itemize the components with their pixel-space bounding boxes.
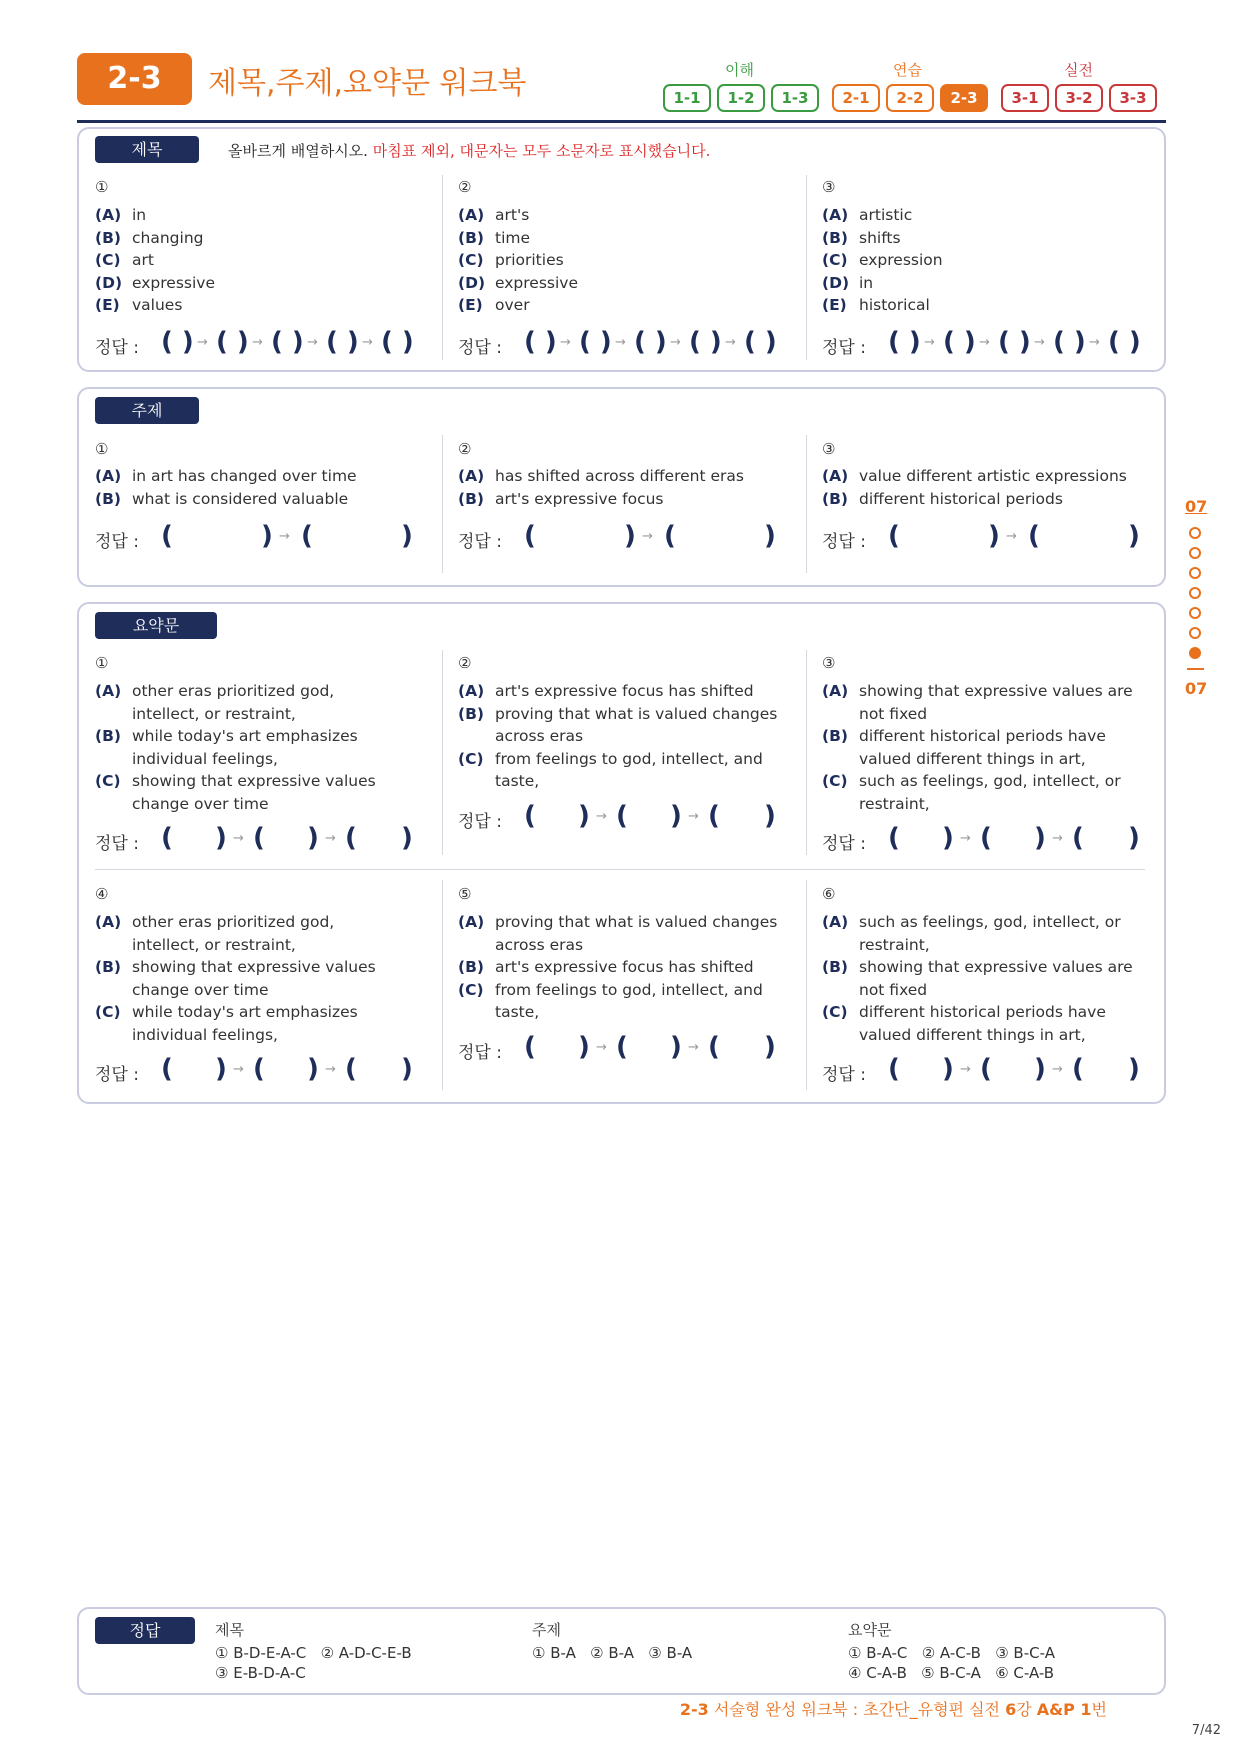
option-row: (C) priorities [458, 251, 564, 270]
item-number: ② [458, 178, 472, 196]
row-divider [95, 869, 1145, 870]
answer-key-label: 정답 [95, 1617, 195, 1644]
group-label-real: 실전 [1064, 61, 1093, 79]
index-circle-current [1189, 647, 1201, 659]
option-row: (A) artistic [822, 206, 913, 224]
index-circle [1189, 587, 1201, 599]
item-number: ③ [822, 654, 836, 672]
option-row: (B) while today's art emphasizes individual feelings, [95, 727, 358, 768]
title-section-label: 제목 [95, 136, 199, 163]
side-index-top: 07 [1185, 497, 1208, 516]
option-row: (B) showing that expressive values change over time [95, 958, 376, 999]
nav-1-1[interactable]: 1-1 [663, 84, 711, 112]
answer-blank-3[interactable]: 정답 : ( ) → ( ) → ( ) [95, 823, 413, 854]
nav-1-3[interactable]: 1-3 [771, 84, 819, 112]
column-divider [806, 435, 807, 573]
option-row: (A) proving that what is valued changes across eras [458, 913, 778, 954]
page-number: 7/42 [1191, 1723, 1221, 1738]
option-list [95, 465, 435, 510]
footer-caption: 2-3 서술형 완성 워크북 : 초간단_유형편 실전 6강 A&P 1번 [679, 1700, 1107, 1719]
option-row: (C) from feelings to god, intellect, and taste, [458, 749, 763, 791]
item-number: ③ [822, 178, 836, 196]
answer-key-topic-line: ① B-A ② B-A ③ B-A [532, 1644, 693, 1662]
option-row: (C) showing that expressive values change over time [95, 772, 376, 813]
option-row: (B) proving that what is valued changes across eras [458, 704, 778, 746]
option-row: (A) in art has changed over time [95, 467, 357, 485]
nav-2-1[interactable]: 2-1 [832, 84, 880, 112]
answer-key-topic-head: 주제 [532, 1621, 561, 1639]
answer-key-title-line: ① B-D-E-A-C ② A-D-C-E-B [215, 1644, 412, 1662]
instruction-note: 마침표 제외, 대문자는 모두 소문자로 표시했습니다. [372, 142, 711, 160]
answer-key-title-line: ③ E-B-D-A-C [215, 1664, 306, 1682]
item-number: ① [95, 654, 109, 672]
answer-key-summary-line: ① B-A-C ② A-C-B ③ B-C-A [848, 1644, 1055, 1662]
option-row: (B) different historical periods [822, 489, 1063, 508]
column-divider [806, 880, 807, 1090]
option-row: (E) values [95, 296, 183, 315]
answer-blank-3[interactable]: 정답 : ( ) → ( ) → ( ) [822, 1054, 1140, 1085]
column-divider [806, 650, 807, 855]
index-circle [1189, 547, 1201, 559]
option-list [95, 911, 405, 1047]
option-row: (B) what is considered valuable [95, 489, 349, 508]
option-row: (B) showing that expressive values are not fixed [822, 958, 1133, 999]
index-circle [1189, 527, 1201, 539]
group-label-practice: 연습 [893, 61, 922, 79]
option-list [822, 465, 1162, 510]
index-circle [1189, 627, 1201, 639]
item-number: ③ [822, 440, 836, 458]
instruction-main: 올바르게 배열하시오. [228, 142, 368, 160]
answer-blank-3[interactable]: 정답 : ( ) → ( ) → ( ) [458, 1032, 776, 1063]
index-circle [1189, 567, 1201, 579]
option-row: (C) while today's art emphasizes individual feelings, [95, 1003, 358, 1044]
header-divider [77, 120, 1166, 123]
topic-section-label: 주제 [95, 397, 199, 424]
side-index-rule [1187, 668, 1204, 670]
option-row: (C) such as feelings, god, intellect, or restraint, [822, 772, 1121, 813]
group-label-understand: 이해 [725, 61, 754, 79]
answer-key-summary-head: 요약문 [848, 1621, 892, 1639]
item-number: ② [458, 440, 472, 458]
answer-blank-2[interactable]: 정답 : ( ) → ( ) [95, 521, 413, 552]
nav-2-2[interactable]: 2-2 [886, 84, 934, 112]
option-row: (A) such as feelings, god, intellect, or restraint, [822, 913, 1121, 954]
column-divider [442, 880, 443, 1090]
item-number: ① [95, 440, 109, 458]
option-row: (A) in [95, 206, 147, 224]
option-row: (A) other eras prioritized god, intellect, or restraint, [95, 913, 335, 954]
option-row: (B) art's expressive focus [458, 489, 664, 508]
option-row: (A) value different artistic expressions [822, 467, 1127, 485]
option-row: (A) showing that expressive values are not fixed [822, 682, 1133, 723]
column-divider [442, 175, 443, 360]
nav-3-1[interactable]: 3-1 [1001, 84, 1049, 112]
option-row: (A) has shifted across different eras [458, 467, 744, 485]
option-list [822, 204, 1152, 317]
option-list [95, 204, 425, 317]
column-divider [442, 435, 443, 573]
item-number: ⑤ [458, 885, 472, 903]
section-badge: 2-3 [77, 53, 192, 105]
nav-3-2[interactable]: 3-2 [1055, 84, 1103, 112]
option-row: (D) expressive [458, 273, 579, 292]
answer-blank-2[interactable]: 정답 : ( ) → ( ) [822, 521, 1140, 552]
answer-blank-5[interactable]: 정답 : ( ) → ( ) → ( ) → ( ) → ( ) [95, 327, 414, 358]
answer-blank-3[interactable]: 정답 : ( ) → ( ) → ( ) [458, 801, 776, 832]
option-row: (B) art's expressive focus has shifted [458, 958, 754, 977]
option-list [822, 680, 1142, 816]
column-divider [442, 650, 443, 855]
option-row: (E) over [458, 296, 530, 315]
nav-1-2[interactable]: 1-2 [717, 84, 765, 112]
item-number: ⑥ [822, 885, 836, 903]
answer-blank-2[interactable]: 정답 : ( ) → ( ) [458, 521, 776, 552]
item-number: ④ [95, 885, 109, 903]
option-list [822, 911, 1142, 1047]
option-list [458, 465, 798, 510]
answer-key-title-head: 제목 [215, 1621, 244, 1639]
summary-section-label: 요약문 [95, 612, 217, 639]
side-index-bottom: 07 [1185, 679, 1208, 698]
page-title: 제목,주제,요약문 워크북 [208, 66, 527, 101]
item-number: ① [95, 178, 109, 196]
instruction [228, 140, 710, 161]
option-row: (C) expression [822, 251, 943, 270]
answer-key-summary-line: ④ C-A-B ⑤ B-C-A ⑥ C-A-B [848, 1664, 1055, 1682]
option-row: (D) expressive [95, 273, 216, 292]
option-row: (B) time [458, 228, 531, 247]
answer-blank-5[interactable]: 정답 : ( ) → ( ) → ( ) → ( ) → ( ) [458, 327, 777, 358]
option-row: (E) historical [822, 296, 930, 315]
item-number: ② [458, 654, 472, 672]
option-row: (C) different historical periods have valued different things in art, [822, 1003, 1106, 1044]
answer-blank-5[interactable]: 정답 : ( ) → ( ) → ( ) → ( ) → ( ) [822, 327, 1141, 358]
nav-2-3[interactable]: 2-3 [940, 84, 988, 112]
answer-blank-3[interactable]: 정답 : ( ) → ( ) → ( ) [822, 823, 1140, 854]
option-list [95, 680, 405, 816]
option-row: (C) art [95, 251, 154, 270]
option-list [458, 680, 778, 793]
option-row: (A) other eras prioritized god, intellect, or restraint, [95, 682, 335, 723]
index-circle [1189, 607, 1201, 619]
option-row: (B) different historical periods have valued different things in art, [822, 727, 1106, 768]
option-row: (C) from feelings to god, intellect, and taste, [458, 980, 763, 1022]
nav-3-3[interactable]: 3-3 [1109, 84, 1157, 112]
option-row: (A) art's [458, 206, 530, 224]
option-row: (A) art's expressive focus has shifted [458, 682, 754, 700]
option-list [458, 204, 788, 317]
column-divider [806, 175, 807, 360]
option-row: (D) in [822, 273, 874, 292]
option-list [458, 911, 778, 1024]
option-row: (B) shifts [822, 228, 901, 247]
option-row: (B) changing [95, 228, 204, 247]
answer-blank-3[interactable]: 정답 : ( ) → ( ) → ( ) [95, 1054, 413, 1085]
